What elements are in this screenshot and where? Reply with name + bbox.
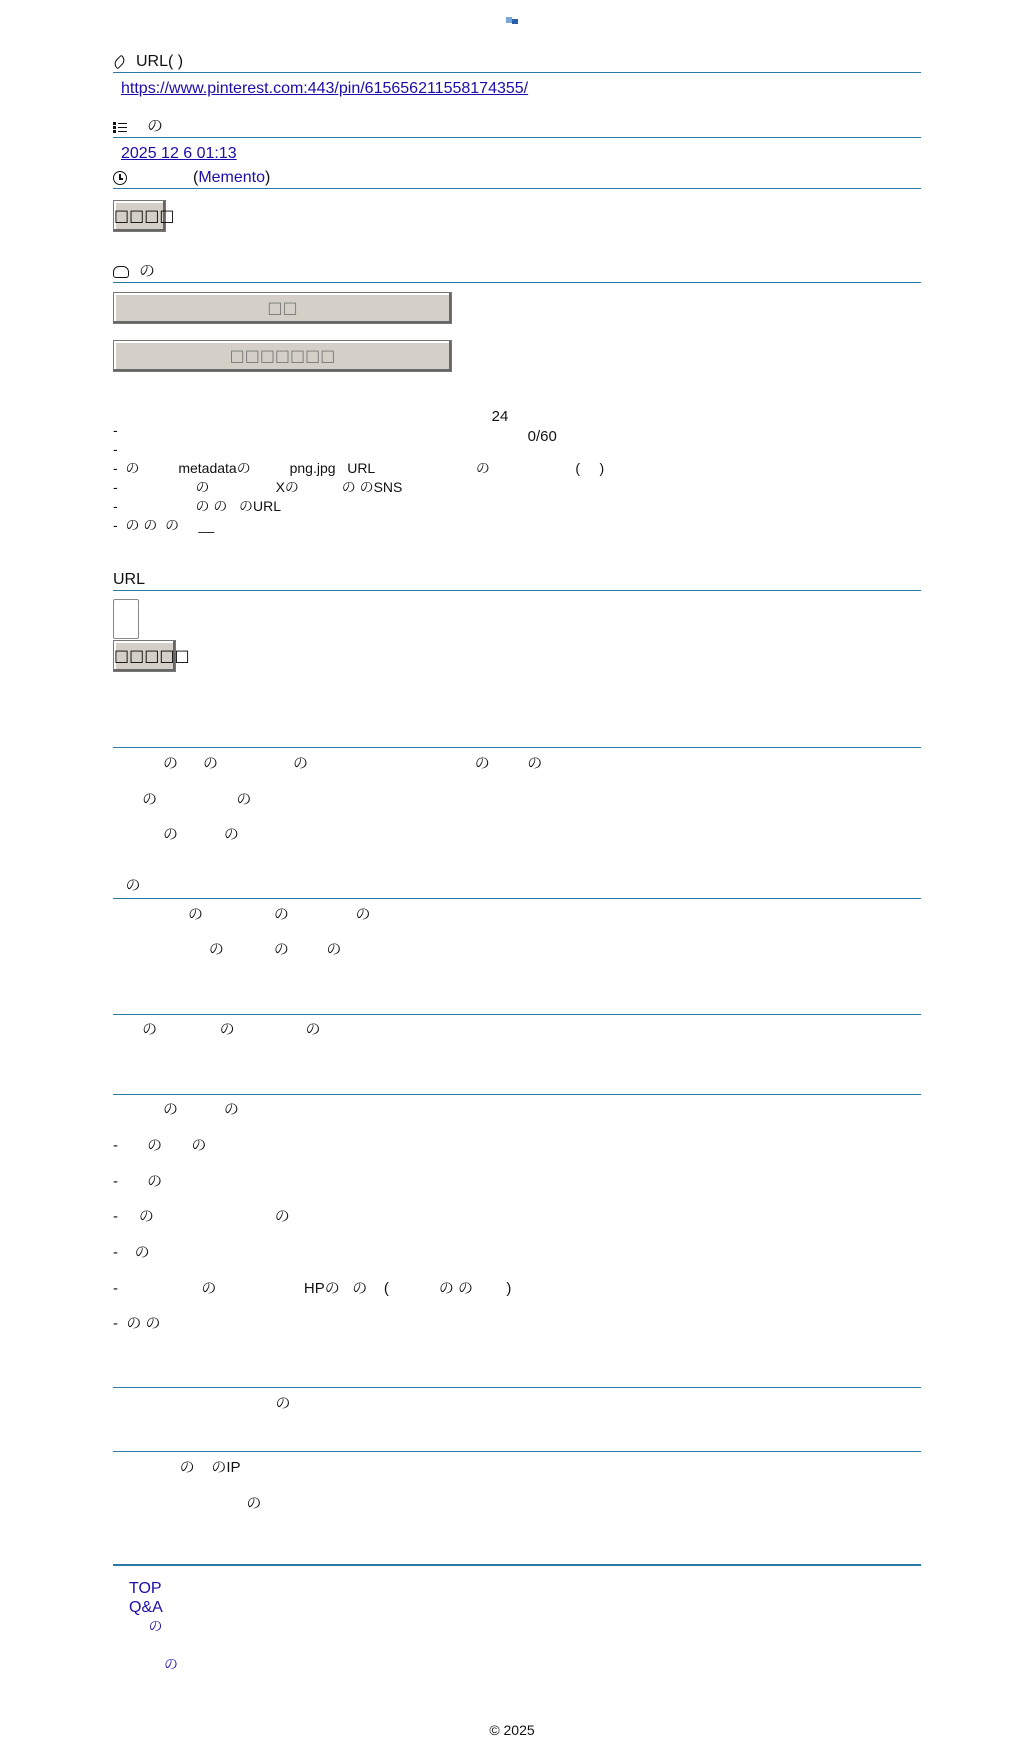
info-paragraph-line: の bbox=[113, 1495, 262, 1512]
save-alt-button[interactable]: □□□□□□□ bbox=[113, 340, 452, 372]
clock-icon bbox=[113, 171, 127, 185]
site-logo-icon[interactable] bbox=[505, 15, 519, 25]
memento-suffix: ) bbox=[265, 169, 271, 186]
info-paragraph-line: の の bbox=[113, 791, 252, 808]
copyright: © 2025 bbox=[489, 1722, 535, 1738]
note-item: - の metadataの png.jpg URL の ( ) bbox=[113, 460, 605, 476]
link-icon bbox=[112, 55, 127, 70]
footer-nav bbox=[129, 1579, 178, 1674]
info-list-item: - の の bbox=[113, 1208, 290, 1225]
notes-list bbox=[113, 421, 921, 535]
save-section-title: の bbox=[139, 263, 156, 280]
divider bbox=[113, 898, 921, 899]
url-form-header bbox=[113, 570, 921, 591]
save-section-header bbox=[113, 262, 921, 283]
history-section-title: の bbox=[147, 118, 164, 135]
url-submit-button[interactable]: □□□□□ bbox=[113, 640, 176, 672]
footer-link-top[interactable]: TOP bbox=[129, 1580, 162, 1597]
archive-date-link[interactable]: 2025 12 6 01:13 bbox=[121, 145, 237, 162]
cloud-upload-icon bbox=[113, 266, 129, 278]
url-section-title: URL( ) bbox=[136, 53, 184, 70]
memento-row bbox=[113, 168, 921, 189]
note-item: - bbox=[113, 441, 118, 457]
divider bbox=[113, 1387, 921, 1388]
footer-link-qa[interactable]: Q&A bbox=[129, 1599, 163, 1616]
footer-divider bbox=[113, 1564, 921, 1566]
archived-url-link[interactable]: https://www.pinterest.com:443/pin/615656211558174355/ bbox=[121, 80, 529, 97]
info-list-item: - の の bbox=[113, 1137, 207, 1154]
info-paragraph-line: の の の の の bbox=[113, 755, 543, 772]
note-item: - bbox=[113, 422, 118, 438]
section-2-title: の bbox=[113, 877, 141, 894]
info-paragraph-line: の の の bbox=[113, 941, 342, 958]
footer-link-3[interactable]: の bbox=[129, 1618, 163, 1634]
info-paragraph-line: の bbox=[113, 1395, 291, 1412]
info-paragraph-line: の の bbox=[113, 1101, 239, 1118]
memento-link[interactable]: Memento bbox=[198, 169, 266, 186]
list-icon bbox=[113, 121, 127, 133]
info-paragraph-line: の の の bbox=[113, 906, 371, 923]
save-button[interactable]: □□ bbox=[113, 292, 452, 324]
footer-link-5[interactable]: の bbox=[129, 1656, 179, 1672]
note-item: - の の のURL bbox=[113, 498, 282, 514]
history-section-header bbox=[113, 117, 921, 138]
divider bbox=[113, 1014, 921, 1015]
url-section-header bbox=[113, 52, 921, 73]
divider bbox=[113, 1094, 921, 1095]
info-list-item: - の の bbox=[113, 1315, 161, 1332]
info-paragraph-line: の の bbox=[113, 826, 239, 843]
note-item: - の の の __ bbox=[113, 517, 215, 533]
url-input[interactable] bbox=[113, 599, 139, 639]
info-paragraph-line: の の の bbox=[113, 1021, 321, 1038]
divider bbox=[113, 747, 921, 748]
quota-count-a: 24 bbox=[491, 408, 509, 425]
divider bbox=[113, 1451, 921, 1452]
history-button[interactable]: □□□□ bbox=[113, 200, 166, 232]
info-paragraph-line: の のIP bbox=[113, 1459, 241, 1476]
top-bar bbox=[0, 10, 1024, 26]
info-list-item: - の bbox=[113, 1244, 150, 1261]
quota-count-b: 0/60 bbox=[527, 428, 557, 445]
info-list-item: - の HPの の ( の の ) bbox=[113, 1280, 512, 1297]
footer-spacer bbox=[129, 1636, 178, 1655]
info-list-item: - の bbox=[113, 1173, 163, 1190]
url-form-title: URL bbox=[113, 571, 146, 588]
note-item: - の Xの の のSNS bbox=[113, 479, 403, 495]
memento-prefix: ( bbox=[193, 169, 199, 186]
